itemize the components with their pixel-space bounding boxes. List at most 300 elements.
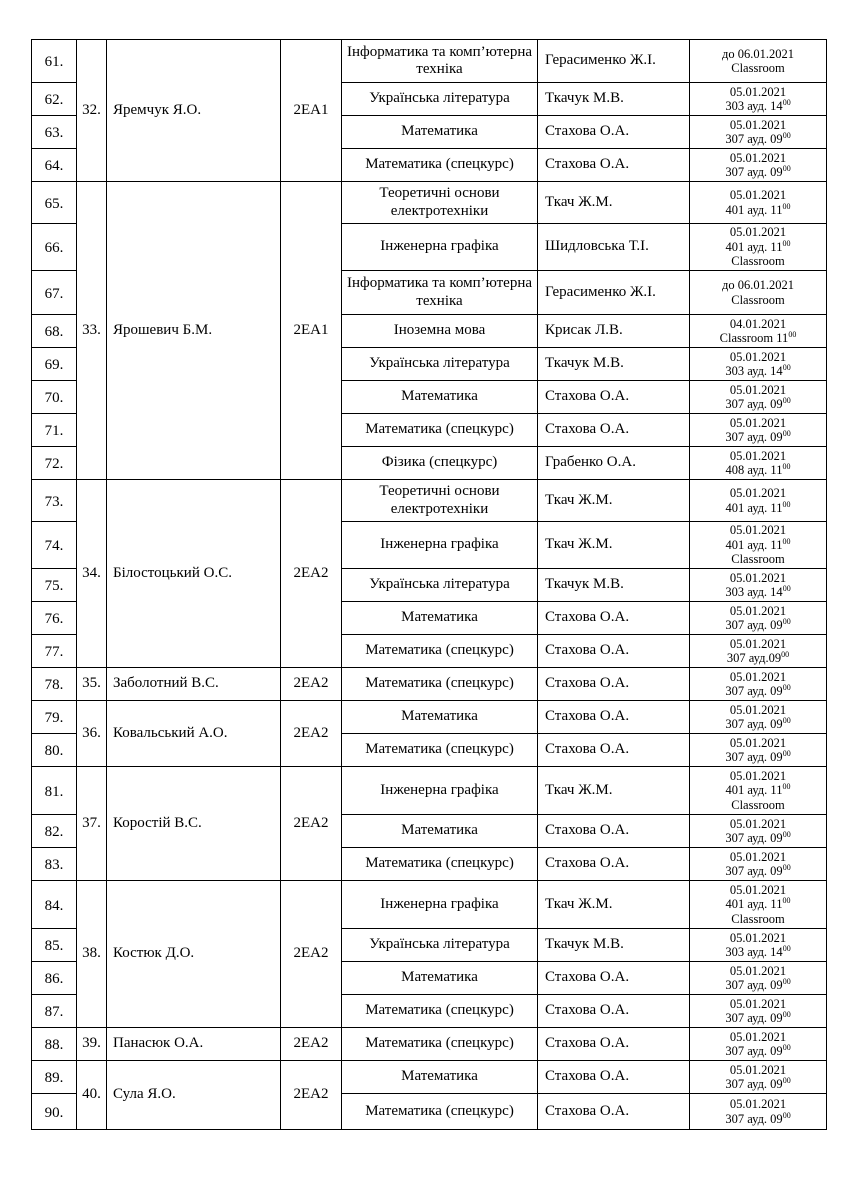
subject-name: Теоретичні основи електротехніки	[342, 480, 538, 522]
date-place-line	[690, 132, 826, 146]
student-name: Заболотний В.С.	[107, 668, 281, 701]
date-place-line	[690, 783, 826, 797]
student-number: 34.	[77, 480, 107, 668]
time-minutes-superscript: 00	[782, 164, 791, 173]
row-index: 86.	[32, 962, 77, 995]
teacher-name: Стахова О.А.	[538, 1061, 690, 1094]
subject-name: Фізика (спецкурс)	[342, 447, 538, 480]
date-place-text: 05.01.2021	[729, 415, 787, 430]
subject-name: Інженерна графіка	[342, 522, 538, 569]
date-place-line	[690, 538, 826, 552]
date-place-line	[690, 225, 826, 239]
student-group: 2ЕА2	[281, 668, 342, 701]
time-minutes-superscript: 00	[782, 584, 791, 593]
teacher-name: Стахова О.А.	[538, 701, 690, 734]
date-place-line	[690, 964, 826, 978]
date-place-line	[690, 798, 826, 812]
date-place-line	[690, 430, 826, 444]
teacher-name: Ткач Ж.М.	[538, 522, 690, 569]
date-place-line	[690, 997, 826, 1011]
student-number: 38.	[77, 881, 107, 1028]
date-place-line	[690, 604, 826, 618]
student-group: 2ЕА2	[281, 1028, 342, 1061]
date-place-text: 408 ауд. 11	[725, 463, 783, 477]
row-index: 68.	[32, 315, 77, 348]
date-place-line	[690, 85, 826, 99]
date-place-line	[690, 897, 826, 911]
date-place-text: 303 ауд. 14	[725, 99, 783, 113]
student-name: Панасюк О.А.	[107, 1028, 281, 1061]
teacher-name: Ткач Ж.М.	[538, 480, 690, 522]
teacher-name: Стахова О.А.	[538, 995, 690, 1028]
row-index: 74.	[32, 522, 77, 569]
exam-date-place	[690, 602, 827, 635]
date-place-text: 05.01.2021	[729, 84, 787, 99]
exam-date-place	[690, 848, 827, 881]
date-place-text: 307 ауд. 09	[725, 978, 783, 992]
student-name: Костюк Д.О.	[107, 881, 281, 1028]
date-place-text: 05.01.2021	[729, 1029, 787, 1044]
table-row	[32, 40, 827, 83]
student-number: 36.	[77, 701, 107, 767]
row-index: 63.	[32, 116, 77, 149]
student-group: 2ЕА2	[281, 767, 342, 881]
date-place-line	[690, 501, 826, 515]
student-group: 2ЕА2	[281, 881, 342, 1028]
teacher-name: Стахова О.А.	[538, 815, 690, 848]
subject-name: Математика (спецкурс)	[342, 414, 538, 447]
student-group: 2ЕА2	[281, 701, 342, 767]
date-place-line	[690, 1097, 826, 1111]
row-index: 80.	[32, 734, 77, 767]
teacher-name: Стахова О.А.	[538, 116, 690, 149]
time-minutes-superscript: 00	[782, 536, 791, 546]
exam-date-place	[690, 83, 827, 116]
date-place-line	[690, 637, 826, 651]
date-place-text: 307 ауд. 09	[725, 750, 783, 764]
subject-name: Математика	[342, 602, 538, 635]
student-group: 2ЕА2	[281, 1061, 342, 1130]
subject-name: Математика	[342, 1061, 538, 1094]
exam-date-place	[690, 635, 827, 668]
date-place-line	[690, 717, 826, 731]
date-place-text: 05.01.2021	[729, 523, 787, 538]
row-index: 78.	[32, 668, 77, 701]
date-place-text: 05.01.2021	[729, 930, 787, 945]
date-place-line	[690, 47, 826, 61]
date-place-text: 307 ауд. 09	[725, 1077, 783, 1091]
subject-name: Інженерна графіка	[342, 224, 538, 271]
teacher-name: Стахова О.А.	[538, 381, 690, 414]
date-place-line	[690, 383, 826, 397]
exam-date-place	[690, 701, 827, 734]
table-row	[32, 1061, 827, 1094]
date-place-text: 05.01.2021	[729, 349, 787, 364]
date-place-text: Classroom	[731, 292, 785, 307]
row-index: 77.	[32, 635, 77, 668]
date-place-text: 401 ауд. 11	[725, 239, 783, 254]
time-minutes-superscript: 00	[782, 617, 791, 626]
teacher-name: Грабенко О.А.	[538, 447, 690, 480]
exam-date-place	[690, 224, 827, 271]
exam-date-place	[690, 271, 827, 315]
exam-schedule-table	[31, 39, 827, 1130]
subject-name: Теоретичні основи електротехніки	[342, 182, 538, 224]
teacher-name: Ткачук М.В.	[538, 348, 690, 381]
date-place-text: 04.01.2021	[729, 316, 787, 331]
date-place-line	[690, 883, 826, 897]
row-index: 67.	[32, 271, 77, 315]
date-place-line	[690, 278, 826, 292]
date-place-line	[690, 552, 826, 566]
time-minutes-superscript: 00	[782, 749, 791, 758]
row-index: 69.	[32, 348, 77, 381]
exam-date-place	[690, 668, 827, 701]
exam-date-place	[690, 1028, 827, 1061]
time-minutes-superscript: 00	[782, 896, 791, 906]
time-minutes-superscript: 00	[782, 944, 791, 953]
row-index: 88.	[32, 1028, 77, 1061]
time-minutes-superscript: 00	[788, 330, 797, 339]
student-name: Яремчук Я.О.	[107, 40, 281, 182]
date-place-line	[690, 571, 826, 585]
teacher-name: Стахова О.А.	[538, 848, 690, 881]
row-index: 79.	[32, 701, 77, 734]
row-index: 83.	[32, 848, 77, 881]
row-index: 81.	[32, 767, 77, 815]
date-place-line	[690, 188, 826, 202]
teacher-name: Стахова О.А.	[538, 602, 690, 635]
date-place-line	[690, 350, 826, 364]
date-place-line	[690, 118, 826, 132]
date-place-text: 307 ауд. 09	[725, 397, 783, 411]
time-minutes-superscript: 00	[782, 1110, 791, 1120]
exam-date-place	[690, 40, 827, 83]
table-row	[32, 1028, 827, 1061]
time-minutes-superscript: 00	[782, 683, 791, 692]
subject-name: Українська література	[342, 569, 538, 602]
time-minutes-superscript: 00	[782, 131, 791, 140]
subject-name: Українська література	[342, 83, 538, 116]
date-place-text: 307 ауд. 09	[725, 1044, 783, 1058]
exam-date-place	[690, 116, 827, 149]
row-index: 82.	[32, 815, 77, 848]
exam-date-place	[690, 182, 827, 224]
date-place-line	[690, 1077, 826, 1091]
row-index: 89.	[32, 1061, 77, 1094]
date-place-text: до 06.01.2021	[722, 278, 794, 293]
date-place-text: 05.01.2021	[729, 849, 787, 864]
time-minutes-superscript: 00	[782, 1010, 791, 1019]
date-place-line	[690, 99, 826, 113]
date-place-line	[690, 293, 826, 307]
date-place-line	[690, 416, 826, 430]
subject-name: Математика (спецкурс)	[342, 734, 538, 767]
date-place-line	[690, 978, 826, 992]
subject-name: Інформатика та комп’ютерна техніка	[342, 40, 538, 83]
date-place-text: 401 ауд. 11	[725, 202, 783, 217]
date-place-text: 05.01.2021	[729, 225, 787, 240]
teacher-name: Ткач Ж.М.	[538, 881, 690, 929]
date-place-text: 303 ауд. 14	[725, 364, 783, 378]
subject-name: Математика	[342, 381, 538, 414]
date-place-line	[690, 486, 826, 500]
row-index: 65.	[32, 182, 77, 224]
row-index: 84.	[32, 881, 77, 929]
date-place-text: 401 ауд. 11	[725, 897, 783, 912]
date-place-text: 05.01.2021	[729, 1062, 787, 1077]
date-place-line	[690, 317, 826, 331]
date-place-line	[690, 397, 826, 411]
date-place-line	[690, 850, 826, 864]
date-place-line	[690, 769, 826, 783]
teacher-name: Стахова О.А.	[538, 414, 690, 447]
subject-name: Математика	[342, 701, 538, 734]
exam-date-place	[690, 995, 827, 1028]
row-index: 85.	[32, 929, 77, 962]
time-minutes-superscript: 00	[782, 429, 791, 438]
date-place-text: 05.01.2021	[729, 150, 787, 165]
date-place-line	[690, 912, 826, 926]
date-place-line	[690, 165, 826, 179]
date-place-text: 05.01.2021	[729, 768, 787, 783]
row-index: 87.	[32, 995, 77, 1028]
teacher-name: Ткачук М.В.	[538, 83, 690, 116]
time-minutes-superscript: 00	[782, 98, 791, 107]
exam-date-place	[690, 414, 827, 447]
date-place-line	[690, 151, 826, 165]
exam-date-place	[690, 447, 827, 480]
date-place-text: 05.01.2021	[729, 636, 787, 651]
date-place-text: Classroom 11	[719, 331, 789, 345]
exam-date-place	[690, 1061, 827, 1094]
row-index: 70.	[32, 381, 77, 414]
student-number: 37.	[77, 767, 107, 881]
date-place-text: 307 ауд. 09	[725, 684, 783, 698]
row-index: 66.	[32, 224, 77, 271]
student-number: 33.	[77, 182, 107, 480]
exam-date-place	[690, 929, 827, 962]
schedule-body	[32, 40, 827, 1130]
date-place-text: до 06.01.2021	[722, 46, 794, 61]
time-minutes-superscript: 00	[782, 396, 791, 405]
exam-date-place	[690, 522, 827, 569]
student-group: 2ЕА2	[281, 480, 342, 668]
date-place-text: 307 ауд. 09	[725, 1111, 783, 1126]
time-minutes-superscript: 00	[782, 782, 791, 792]
date-place-text: 05.01.2021	[729, 735, 787, 750]
row-index: 76.	[32, 602, 77, 635]
row-index: 72.	[32, 447, 77, 480]
row-index: 90.	[32, 1094, 77, 1130]
teacher-name: Ткач Ж.М.	[538, 767, 690, 815]
time-minutes-superscript: 00	[782, 863, 791, 872]
date-place-line	[690, 523, 826, 537]
exam-date-place	[690, 1094, 827, 1130]
date-place-line	[690, 463, 826, 477]
exam-date-place	[690, 480, 827, 522]
subject-name: Інформатика та комп’ютерна техніка	[342, 271, 538, 315]
time-minutes-superscript: 00	[782, 977, 791, 986]
date-place-text: 05.01.2021	[729, 188, 787, 203]
time-minutes-superscript: 00	[782, 462, 791, 471]
subject-name: Українська література	[342, 929, 538, 962]
row-index: 71.	[32, 414, 77, 447]
subject-name: Математика	[342, 962, 538, 995]
teacher-name: Стахова О.А.	[538, 734, 690, 767]
teacher-name: Стахова О.А.	[538, 1094, 690, 1130]
date-place-line	[690, 736, 826, 750]
date-place-text: 307 ауд. 09	[725, 864, 783, 878]
time-minutes-superscript: 00	[782, 716, 791, 725]
teacher-name: Герасименко Ж.І.	[538, 40, 690, 83]
date-place-text: 307 ауд. 09	[725, 1011, 783, 1025]
teacher-name: Герасименко Ж.І.	[538, 271, 690, 315]
teacher-name: Ткачук М.В.	[538, 569, 690, 602]
date-place-line	[690, 1030, 826, 1044]
table-row	[32, 701, 827, 734]
date-place-line	[690, 1112, 826, 1126]
exam-date-place	[690, 315, 827, 348]
subject-name: Математика (спецкурс)	[342, 635, 538, 668]
date-place-text: 303 ауд. 14	[725, 585, 783, 599]
date-place-text: 05.01.2021	[729, 117, 787, 132]
date-place-line	[690, 703, 826, 717]
date-place-line	[690, 618, 826, 632]
date-place-line	[690, 1044, 826, 1058]
date-place-text: Classroom	[731, 797, 785, 812]
subject-name: Інженерна графіка	[342, 881, 538, 929]
subject-name: Математика (спецкурс)	[342, 668, 538, 701]
teacher-name: Стахова О.А.	[538, 962, 690, 995]
date-place-text: Classroom	[731, 61, 785, 75]
time-minutes-superscript: 00	[782, 1043, 791, 1052]
student-name: Коростій В.С.	[107, 767, 281, 881]
time-minutes-superscript: 00	[782, 830, 791, 839]
date-place-text: 05.01.2021	[729, 816, 787, 831]
date-place-text: 05.01.2021	[729, 382, 787, 397]
teacher-name: Ткач Ж.М.	[538, 182, 690, 224]
student-name: Білостоцький О.С.	[107, 480, 281, 668]
teacher-name: Крисак Л.В.	[538, 315, 690, 348]
date-place-text: 307 ауд. 09	[725, 618, 783, 632]
student-name: Ковальський А.О.	[107, 701, 281, 767]
date-place-text: 307 ауд. 09	[725, 831, 783, 845]
date-place-line	[690, 651, 826, 665]
date-place-line	[690, 240, 826, 254]
subject-name: Математика (спецкурс)	[342, 1094, 538, 1130]
subject-name: Математика	[342, 815, 538, 848]
exam-date-place	[690, 734, 827, 767]
row-index: 61.	[32, 40, 77, 83]
student-group: 2ЕА1	[281, 182, 342, 480]
subject-name: Математика (спецкурс)	[342, 1028, 538, 1061]
date-place-line	[690, 254, 826, 268]
date-place-line	[690, 750, 826, 764]
subject-name: Математика (спецкурс)	[342, 149, 538, 182]
exam-date-place	[690, 569, 827, 602]
table-row	[32, 881, 827, 929]
teacher-name: Стахова О.А.	[538, 668, 690, 701]
date-place-text: 05.01.2021	[729, 570, 787, 585]
subject-name: Математика (спецкурс)	[342, 848, 538, 881]
time-minutes-superscript: 00	[782, 363, 791, 372]
date-place-text: 05.01.2021	[729, 996, 787, 1011]
date-place-line	[690, 670, 826, 684]
teacher-name: Шидловська Т.І.	[538, 224, 690, 271]
teacher-name: Стахова О.А.	[538, 635, 690, 668]
exam-date-place	[690, 815, 827, 848]
row-index: 64.	[32, 149, 77, 182]
date-place-line	[690, 203, 826, 217]
date-place-text: 401 ауд. 11	[725, 500, 783, 515]
time-minutes-superscript: 00	[782, 1076, 791, 1085]
table-row	[32, 480, 827, 522]
date-place-line	[690, 945, 826, 959]
student-name: Сула Я.О.	[107, 1061, 281, 1130]
teacher-name: Ткачук М.В.	[538, 929, 690, 962]
date-place-text: 05.01.2021	[729, 963, 787, 978]
exam-date-place	[690, 881, 827, 929]
date-place-text: Classroom	[731, 552, 785, 567]
date-place-text: 303 ауд. 14	[725, 945, 783, 959]
date-place-text: Classroom	[731, 911, 785, 926]
date-place-text: 307 ауд.09	[726, 651, 782, 665]
teacher-name: Стахова О.А.	[538, 149, 690, 182]
exam-date-place	[690, 962, 827, 995]
date-place-text: 401 ауд. 11	[725, 537, 783, 552]
table-row	[32, 767, 827, 815]
row-index: 75.	[32, 569, 77, 602]
date-place-text: 05.01.2021	[729, 669, 787, 684]
table-row	[32, 182, 827, 224]
student-number: 39.	[77, 1028, 107, 1061]
row-index: 73.	[32, 480, 77, 522]
date-place-text: 05.01.2021	[729, 1097, 787, 1112]
date-place-line	[690, 331, 826, 345]
student-group: 2ЕА1	[281, 40, 342, 182]
date-place-line	[690, 864, 826, 878]
time-minutes-superscript: 00	[782, 499, 791, 509]
date-place-text: 307 ауд. 09	[725, 717, 783, 731]
table-row	[32, 668, 827, 701]
subject-name: Інженерна графіка	[342, 767, 538, 815]
teacher-name: Стахова О.А.	[538, 1028, 690, 1061]
date-place-line	[690, 585, 826, 599]
date-place-line	[690, 364, 826, 378]
date-place-text: 05.01.2021	[729, 486, 787, 501]
date-place-text: 05.01.2021	[729, 882, 787, 897]
subject-name: Математика	[342, 116, 538, 149]
time-minutes-superscript: 00	[782, 238, 791, 248]
student-number: 32.	[77, 40, 107, 182]
row-index: 62.	[32, 83, 77, 116]
exam-date-place	[690, 149, 827, 182]
date-place-line	[690, 1011, 826, 1025]
date-place-line	[690, 831, 826, 845]
exam-date-place	[690, 348, 827, 381]
time-minutes-superscript: 00	[782, 201, 791, 211]
date-place-text: 307 ауд. 09	[725, 132, 783, 146]
date-place-text: 307 ауд. 09	[725, 165, 783, 179]
date-place-text: 05.01.2021	[729, 702, 787, 717]
date-place-line	[690, 61, 826, 75]
date-place-line	[690, 684, 826, 698]
exam-date-place	[690, 767, 827, 815]
subject-name: Іноземна мова	[342, 315, 538, 348]
date-place-text: Classroom	[731, 254, 785, 269]
student-number: 35.	[77, 668, 107, 701]
